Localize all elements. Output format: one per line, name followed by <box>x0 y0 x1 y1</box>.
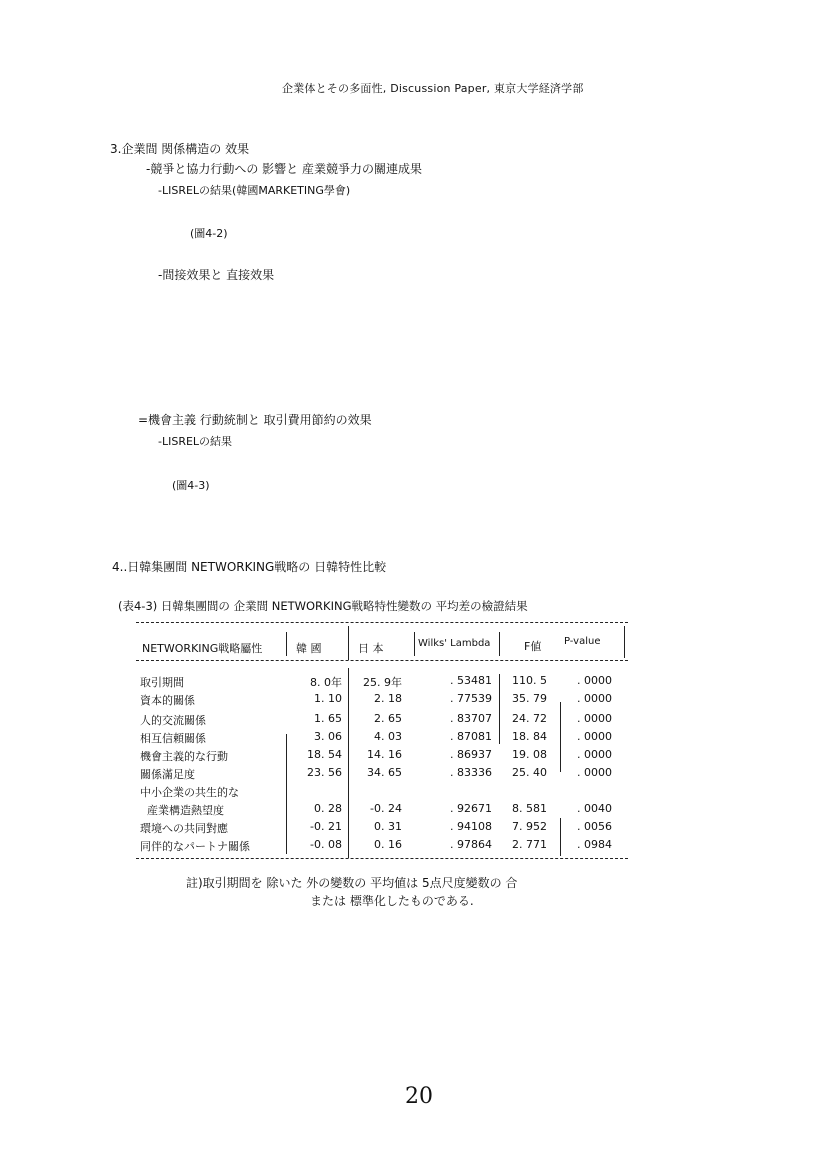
cell-f: 19. 08 <box>512 748 547 761</box>
table-bottom-rule <box>136 858 628 859</box>
cell-f: 8. 581 <box>512 802 547 815</box>
results-table <box>136 622 628 862</box>
figure-ref-4-3: (圖4-3) <box>172 479 210 492</box>
row-label: 機會主義的な行動 <box>140 750 228 763</box>
cell-wilks: . 97864 <box>450 838 492 851</box>
cell-korea: 0. 28 <box>314 802 342 815</box>
cell-p: . 0040 <box>577 802 612 815</box>
cell-p: . 0000 <box>577 730 612 743</box>
cell-p: . 0000 <box>577 766 612 779</box>
section-3-sub1: -競爭と協力行動への 影響と 産業競爭力の關連成果 <box>146 162 422 176</box>
running-head: 企業体とその多面性, Discussion Paper, 東京大学経済学部 <box>282 82 584 95</box>
cell-p: . 0056 <box>577 820 612 833</box>
cell-japan: 4. 03 <box>374 730 402 743</box>
cell-japan: 2. 18 <box>374 692 402 705</box>
cell-f: 24. 72 <box>512 712 547 725</box>
cell-f: 35. 79 <box>512 692 547 705</box>
cell-korea: 8. 0年 <box>310 676 342 689</box>
table-top-rule <box>136 622 628 623</box>
cell-japan: 34. 65 <box>367 766 402 779</box>
cell-f: 7. 952 <box>512 820 547 833</box>
cell-wilks: . 83707 <box>450 712 492 725</box>
cell-japan: -0. 24 <box>370 802 402 815</box>
figure-ref-4-2: (圖4-2) <box>190 227 228 240</box>
row-label: 中小企業の共生的な <box>140 786 239 799</box>
cell-wilks: . 92671 <box>450 802 492 815</box>
cell-korea: -0. 08 <box>310 838 342 851</box>
cell-f: 2. 771 <box>512 838 547 851</box>
cell-wilks: . 86937 <box>450 748 492 761</box>
section-3-sub1-note: -LISRELの結果(韓國MARKETING學會) <box>158 184 351 197</box>
cell-japan: 25. 9年 <box>363 676 402 689</box>
cell-p: . 0000 <box>577 748 612 761</box>
cell-japan: 14. 16 <box>367 748 402 761</box>
row-label: 相互信頼關係 <box>140 732 206 745</box>
cell-f: 110. 5 <box>512 674 547 687</box>
cell-korea: 23. 56 <box>307 766 342 779</box>
header-f: F値 <box>524 640 542 653</box>
cell-p: . 0000 <box>577 712 612 725</box>
cell-korea: 1. 10 <box>314 692 342 705</box>
cell-wilks: . 94108 <box>450 820 492 833</box>
row-label: 産業構造熱望度 <box>140 804 224 817</box>
table-caption: (表4-3) 日韓集團間の 企業間 NETWORKING戦略特性變数の 平均差の檢證結果 <box>118 599 528 613</box>
table-note-line2: または 標準化したものである. <box>310 894 474 908</box>
cell-p: . 0000 <box>577 692 612 705</box>
table-col-rule <box>348 626 349 660</box>
section-4-title: 4..日韓集團間 NETWORKING戦略の 日韓特性比較 <box>112 560 387 574</box>
table-note-line1: 註)取引期間を 除いた 外の變数の 平均値は 5点尺度變数の 合 <box>186 876 518 890</box>
cell-wilks: . 53481 <box>450 674 492 687</box>
section-3-sub3: =機會主義 行動統制と 取引費用節約の效果 <box>138 413 372 427</box>
row-label: 人的交流關係 <box>140 714 206 727</box>
row-label: 同伴的なパートナ關係 <box>140 840 250 853</box>
header-korea: 韓 國 <box>296 642 322 655</box>
row-label: 關係滿足度 <box>140 768 195 781</box>
table-col-rule <box>499 632 500 656</box>
cell-japan: 2. 65 <box>374 712 402 725</box>
header-attribute: NETWORKING戦略屬性 <box>142 642 263 655</box>
section-3-sub3-note: -LISRELの結果 <box>158 435 233 448</box>
section-3-sub2: -間接效果と 直接效果 <box>158 268 275 282</box>
cell-japan: 0. 31 <box>374 820 402 833</box>
cell-p: . 0000 <box>577 674 612 687</box>
cell-wilks: . 87081 <box>450 730 492 743</box>
cell-korea: 18. 54 <box>307 748 342 761</box>
row-label: 資本的關係 <box>140 694 195 707</box>
cell-f: 25. 40 <box>512 766 547 779</box>
cell-korea: -0. 21 <box>310 820 342 833</box>
cell-korea: 1. 65 <box>314 712 342 725</box>
cell-wilks: . 83336 <box>450 766 492 779</box>
header-p: P-value <box>564 636 601 647</box>
section-3-title: 3.企業間 関係構造の 效果 <box>110 142 250 156</box>
header-japan: 日 本 <box>358 642 384 655</box>
page-number: 20 <box>405 1084 433 1109</box>
table-header-rule <box>136 660 628 661</box>
cell-f: 18. 84 <box>512 730 547 743</box>
cell-korea: 3. 06 <box>314 730 342 743</box>
cell-p: . 0984 <box>577 838 612 851</box>
cell-wilks: . 77539 <box>450 692 492 705</box>
cell-japan: 0. 16 <box>374 838 402 851</box>
table-col-rule <box>624 626 625 658</box>
row-label: 取引期間 <box>140 676 184 689</box>
header-wilks: Wilks' Lambda <box>418 638 491 649</box>
table-col-rule <box>414 632 415 656</box>
row-label: 環境への共同對應 <box>140 822 228 835</box>
table-col-rule <box>286 632 287 656</box>
